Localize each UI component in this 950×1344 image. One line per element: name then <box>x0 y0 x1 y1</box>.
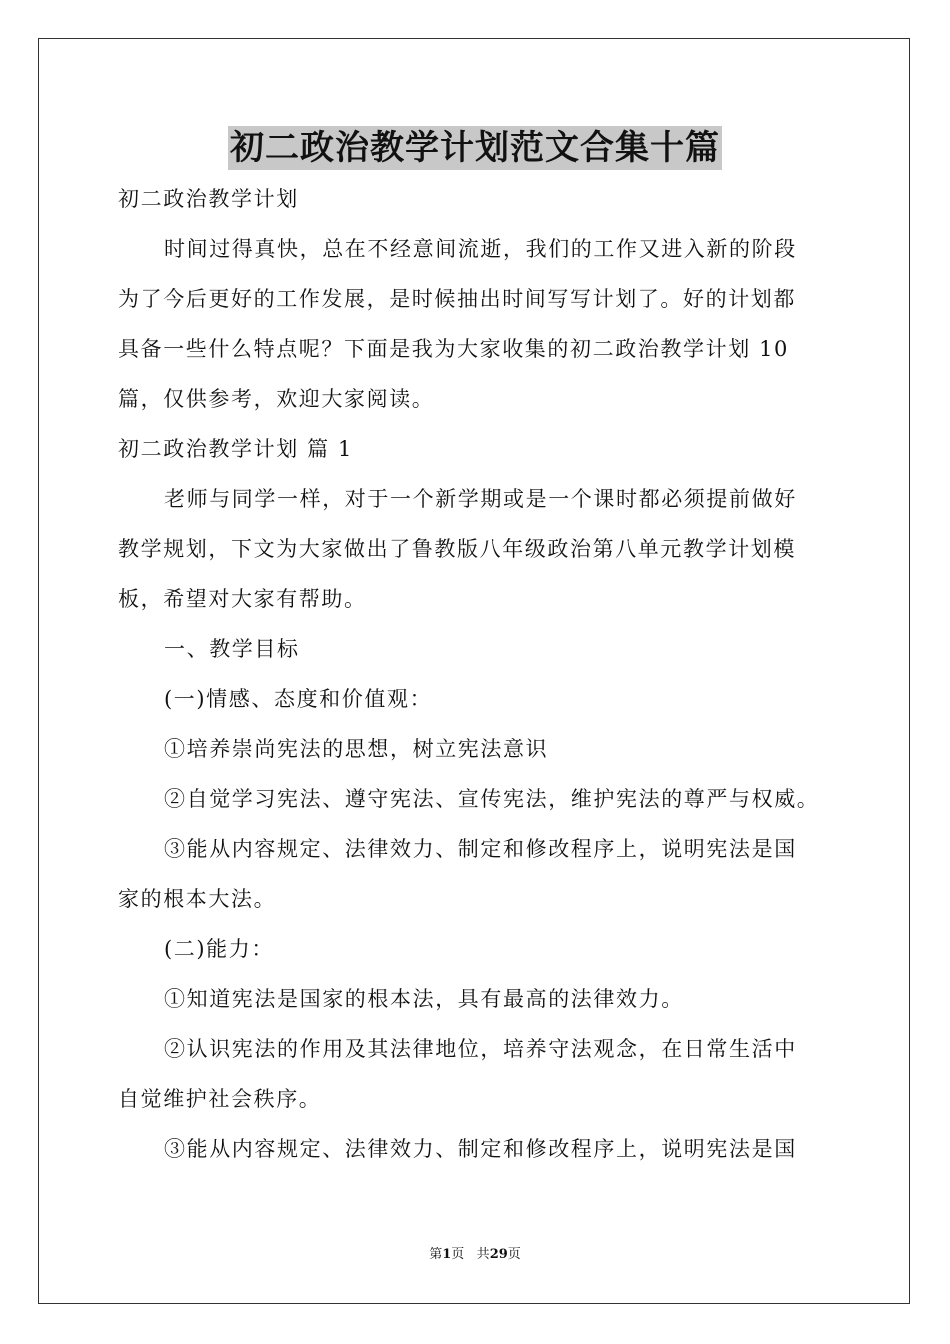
page-border <box>38 38 910 1304</box>
paragraph-line: 具备一些什么特点呢？下面是我为大家收集的初二政治教学计划 10 <box>118 337 789 361</box>
paragraph-line: 板，希望对大家有帮助。 <box>118 587 367 611</box>
subheading: 一、教学目标 <box>164 637 300 661</box>
total-pages: 29 <box>489 1247 508 1262</box>
page-prefix: 第 <box>429 1247 443 1262</box>
title-wrap <box>0 126 950 170</box>
list-item: ②认识宪法的作用及其法律地位，培养守法观念，在日常生活中 <box>164 1037 797 1061</box>
page-footer <box>0 1246 950 1264</box>
section-heading: 初二政治教学计划 篇 1 <box>118 437 353 461</box>
list-item: ①培养崇尚宪法的思想，树立宪法意识 <box>164 737 549 761</box>
list-item: ③能从内容规定、法律效力、制定和修改程序上，说明宪法是国 <box>164 837 797 861</box>
list-item: ②自觉学习宪法、遵守宪法、宣传宪法，维护宪法的尊严与权威。 <box>164 787 820 811</box>
document-title: 初二政治教学计划范文合集十篇 <box>230 128 720 168</box>
paragraph-line: 时间过得真快，总在不经意间流逝，我们的工作又进入新的阶段 <box>164 237 797 261</box>
section-heading: 初二政治教学计划 <box>118 187 299 211</box>
paragraph-line: 教学规划，下文为大家做出了鲁教版八年级政治第八单元教学计划模 <box>118 537 796 561</box>
list-item: ①知道宪法是国家的根本法，具有最高的法律效力。 <box>164 987 684 1011</box>
paragraph-line: 篇，仅供参考，欢迎大家阅读。 <box>118 387 435 411</box>
page-number: 1 <box>442 1247 452 1262</box>
total-suffix: 页 <box>507 1247 521 1262</box>
list-item: ③能从内容规定、法律效力、制定和修改程序上，说明宪法是国 <box>164 1137 797 1161</box>
paragraph-line: 家的根本大法。 <box>118 887 277 911</box>
paragraph-line: 老师与同学一样，对于一个新学期或是一个课时都必须提前做好 <box>164 487 797 511</box>
total-prefix: 共 <box>476 1247 490 1262</box>
subheading: (二)能力： <box>164 937 274 961</box>
subheading: (一)情感、态度和价值观： <box>164 687 433 711</box>
paragraph-line: 为了今后更好的工作发展，是时候抽出时间写写计划了。好的计划都 <box>118 287 796 311</box>
paragraph-line: 自觉维护社会秩序。 <box>118 1087 322 1111</box>
page-suffix: 页 <box>451 1247 465 1262</box>
